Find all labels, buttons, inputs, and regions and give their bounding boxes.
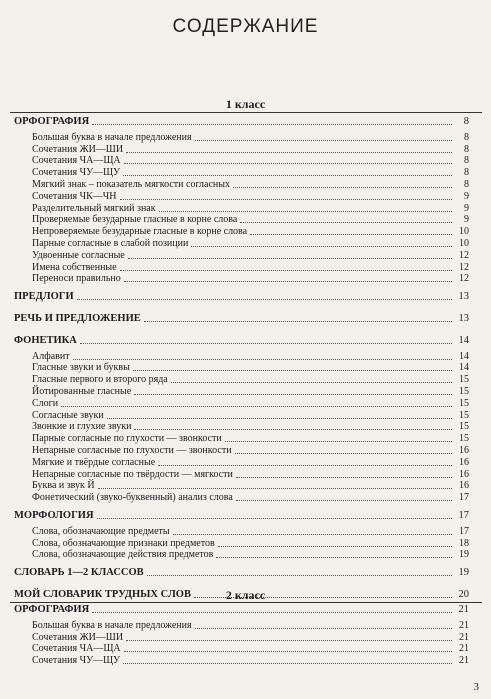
toc-entry-page: 20 xyxy=(458,589,469,600)
toc-entry-title: Сочетания ЧК—ЧН xyxy=(32,191,117,202)
toc-entry-page: 9 xyxy=(464,203,469,214)
toc-entry-title: Непарные согласные по твёрдости — мягкости xyxy=(32,469,233,480)
dot-leader xyxy=(123,663,452,664)
toc-entry-title: Сочетания ЖИ—ШИ xyxy=(32,144,124,155)
toc-entry-title: Сочетания ЧА—ЩА xyxy=(32,643,121,654)
toc-entry xyxy=(32,250,469,261)
toc-entry-title: Парные согласные по глухости — звонкости xyxy=(32,433,222,444)
toc-chapter-entry xyxy=(14,313,469,324)
toc-chapter-entry xyxy=(14,116,469,127)
dot-leader xyxy=(124,163,452,164)
toc-entry-page: 12 xyxy=(459,262,469,273)
toc-entry xyxy=(32,457,469,468)
toc-entry xyxy=(32,144,469,155)
section-divider xyxy=(10,602,482,603)
toc-entry-page: 8 xyxy=(464,144,469,155)
dot-leader xyxy=(147,575,452,576)
toc-entry xyxy=(32,655,469,666)
toc-entry-page: 19 xyxy=(458,567,469,578)
dot-leader xyxy=(173,534,452,535)
toc-chapter-entry xyxy=(14,567,469,578)
toc-chapter-entry xyxy=(14,604,469,615)
toc-entry-page: 14 xyxy=(458,335,469,346)
dot-leader xyxy=(233,187,452,188)
toc-entry-page: 15 xyxy=(459,421,469,432)
dot-leader xyxy=(98,488,452,489)
toc-entry-title: Переноси правильно xyxy=(32,273,121,284)
toc-entry-page: 15 xyxy=(459,374,469,385)
toc-entry-title: Непарные согласные по глухости — звонкости xyxy=(32,445,232,456)
toc-entry-title: Сочетания ЧА—ЩА xyxy=(32,155,121,166)
dot-leader xyxy=(97,518,452,519)
toc-entry-page: 12 xyxy=(459,273,469,284)
toc-entry-title: Проверяемые безударные гласные в корне слова xyxy=(32,214,238,225)
toc-entry-title: Большая буква в начале предложения xyxy=(32,620,192,631)
toc-entry-title: ОРФОГРАФИЯ xyxy=(14,116,90,127)
toc-entry-page: 19 xyxy=(459,549,469,560)
toc-entry-page: 10 xyxy=(459,226,469,237)
toc-entry-page: 8 xyxy=(464,155,469,166)
dot-leader xyxy=(133,370,452,371)
toc-entry xyxy=(32,203,469,214)
toc-entry-page: 14 xyxy=(459,362,469,373)
toc-entry-page: 17 xyxy=(459,526,469,537)
toc-entry-page: 15 xyxy=(459,398,469,409)
toc-entry-title: Сочетания ЧУ—ЩУ xyxy=(32,167,121,178)
toc-entry-title: Слоги xyxy=(32,398,59,409)
toc-entry-page: 13 xyxy=(458,291,469,302)
dot-leader xyxy=(225,441,452,442)
toc-entry xyxy=(32,445,469,456)
dot-leader xyxy=(107,418,452,419)
toc-entry-page: 8 xyxy=(463,116,469,127)
toc-entry-title: ФОНЕТИКА xyxy=(14,335,77,346)
page-number: 3 xyxy=(473,681,479,693)
toc-entry-title: МОЙ СЛОВАРИК ТРУДНЫХ СЛОВ xyxy=(14,589,191,600)
toc-entry xyxy=(32,643,469,654)
toc-entry-page: 16 xyxy=(459,469,469,480)
toc-entry-title: Фонетический (звуко-буквенный) анализ слова xyxy=(32,492,233,503)
toc-chapter-entry xyxy=(14,510,469,521)
dot-leader xyxy=(218,546,452,547)
dot-leader xyxy=(124,281,452,282)
toc-entry-title: Разделительный мягкий знак xyxy=(32,203,156,214)
toc-entry xyxy=(32,469,469,480)
dot-leader xyxy=(134,394,452,395)
toc-entry xyxy=(32,214,469,225)
toc-entry-title: ОРФОГРАФИЯ xyxy=(14,604,90,615)
toc-entry-title: Гласные первого и второго ряда xyxy=(32,374,168,385)
toc-entry-page: 8 xyxy=(464,132,469,143)
toc-entry-page: 13 xyxy=(458,313,469,324)
toc-entry-page: 8 xyxy=(464,167,469,178)
toc-entry-title: Мягкий знак – показатель мягкости согласных xyxy=(32,179,230,190)
toc-entry-title: Слова, обозначающие действия предметов xyxy=(32,549,214,560)
toc-entry-page: 15 xyxy=(459,433,469,444)
toc-entry-title: Алфавит xyxy=(32,351,70,362)
dot-leader xyxy=(92,124,452,125)
dot-leader xyxy=(80,343,452,344)
toc-entry xyxy=(32,632,469,643)
toc-entry xyxy=(32,421,469,432)
toc-entry-page: 17 xyxy=(458,510,469,521)
toc-entry-page: 15 xyxy=(459,386,469,397)
toc-entry xyxy=(32,226,469,237)
page-title: СОДЕРЖАНИЕ xyxy=(172,16,319,37)
dot-leader xyxy=(73,359,452,360)
toc-chapter-entry xyxy=(14,291,469,302)
dot-leader xyxy=(120,199,452,200)
toc-entry-title: Звонкие и глухие звуки xyxy=(32,421,132,432)
toc-entry-title: Парные согласные в слабой позиции xyxy=(32,238,189,249)
toc-entry xyxy=(32,262,469,273)
toc-entry-page: 21 xyxy=(459,643,469,654)
toc-entry-page: 21 xyxy=(459,632,469,643)
toc-entry-page: 9 xyxy=(464,214,469,225)
toc-entry-title: СЛОВАРЬ 1—2 КЛАССОВ xyxy=(14,567,144,578)
toc-entry-page: 17 xyxy=(459,492,469,503)
dot-leader xyxy=(120,270,452,271)
toc-entry-title: Сочетания ЧУ—ЩУ xyxy=(32,655,121,666)
toc-entry-title: Слова, обозначающие признаки предметов xyxy=(32,538,215,549)
toc-entry-title: Слова, обозначающие предметы xyxy=(32,526,170,537)
toc-entry xyxy=(32,238,469,249)
toc-entry-page: 16 xyxy=(459,457,469,468)
dot-leader xyxy=(159,211,452,212)
dot-leader xyxy=(128,258,452,259)
toc-entry xyxy=(32,386,469,397)
toc-entry-page: 21 xyxy=(458,604,469,615)
toc-entry xyxy=(32,273,469,284)
dot-leader xyxy=(191,246,452,247)
toc-entry xyxy=(32,362,469,373)
toc-entry-title: МОРФОЛОГИЯ xyxy=(14,510,94,521)
toc-entry-title: РЕЧЬ И ПРЕДЛОЖЕНИЕ xyxy=(14,313,141,324)
section-heading: 1 класс xyxy=(225,97,266,111)
toc-entry-page: 21 xyxy=(459,655,469,666)
dot-leader xyxy=(126,152,452,153)
toc-entry-title: Сочетания ЖИ—ШИ xyxy=(32,632,124,643)
toc-entry-title: Удвоенные согласные xyxy=(32,250,125,261)
dot-leader xyxy=(240,222,452,223)
toc-entry-page: 14 xyxy=(459,351,469,362)
toc-entry xyxy=(32,538,469,549)
toc-entry-title: ПРЕДЛОГИ xyxy=(14,291,74,302)
toc-entry-title: Имена собственные xyxy=(32,262,117,273)
dot-leader xyxy=(92,612,452,613)
toc-chapter-entry xyxy=(14,335,469,346)
toc-entry-page: 16 xyxy=(459,480,469,491)
toc-entry-title: Буква и звук Й xyxy=(32,480,95,491)
toc-entry xyxy=(32,526,469,537)
toc-entry xyxy=(32,433,469,444)
toc-entry xyxy=(32,410,469,421)
toc-entry xyxy=(32,398,469,409)
toc-entry-page: 16 xyxy=(459,445,469,456)
dot-leader xyxy=(235,453,452,454)
dot-leader xyxy=(61,406,452,407)
toc-entry-page: 8 xyxy=(464,179,469,190)
dot-leader xyxy=(144,321,452,322)
toc-entry-title: Большая буква в начале предложения xyxy=(32,132,192,143)
toc-entry xyxy=(32,374,469,385)
toc-entry-page: 12 xyxy=(459,250,469,261)
toc-entry-page: 10 xyxy=(459,238,469,249)
toc-entry-title: Йотированные гласные xyxy=(32,386,132,397)
dot-leader xyxy=(171,382,452,383)
toc-entry xyxy=(32,492,469,503)
section-divider xyxy=(10,112,482,113)
dot-leader xyxy=(236,500,452,501)
toc-entry xyxy=(32,191,469,202)
toc-entry-title: Согласные звуки xyxy=(32,410,104,421)
toc-entry-page: 9 xyxy=(464,191,469,202)
dot-leader xyxy=(134,429,452,430)
dot-leader xyxy=(216,557,452,558)
dot-leader xyxy=(123,175,452,176)
toc-entry xyxy=(32,179,469,190)
toc-entry-title: Мягкие и твёрдые согласные xyxy=(32,457,156,468)
dot-leader xyxy=(124,651,452,652)
dot-leader xyxy=(250,234,452,235)
toc-entry xyxy=(32,480,469,491)
toc-entry xyxy=(32,351,469,362)
toc-entry-title: Непроверяемые безударные гласные в корне слова xyxy=(32,226,248,237)
toc-entry-page: 18 xyxy=(459,538,469,549)
section-heading: 2 класс xyxy=(225,588,266,602)
dot-leader xyxy=(158,465,452,466)
dot-leader xyxy=(195,140,452,141)
dot-leader xyxy=(195,628,452,629)
dot-leader xyxy=(77,299,452,300)
toc-entry xyxy=(32,167,469,178)
toc-entry xyxy=(32,132,469,143)
dot-leader xyxy=(236,477,452,478)
toc-entry-page: 21 xyxy=(459,620,469,631)
toc-entry xyxy=(32,155,469,166)
toc-entry xyxy=(32,549,469,560)
toc-entry-page: 15 xyxy=(459,410,469,421)
toc-entry-title: Гласные звуки и буквы xyxy=(32,362,130,373)
dot-leader xyxy=(126,640,452,641)
toc-entry xyxy=(32,620,469,631)
